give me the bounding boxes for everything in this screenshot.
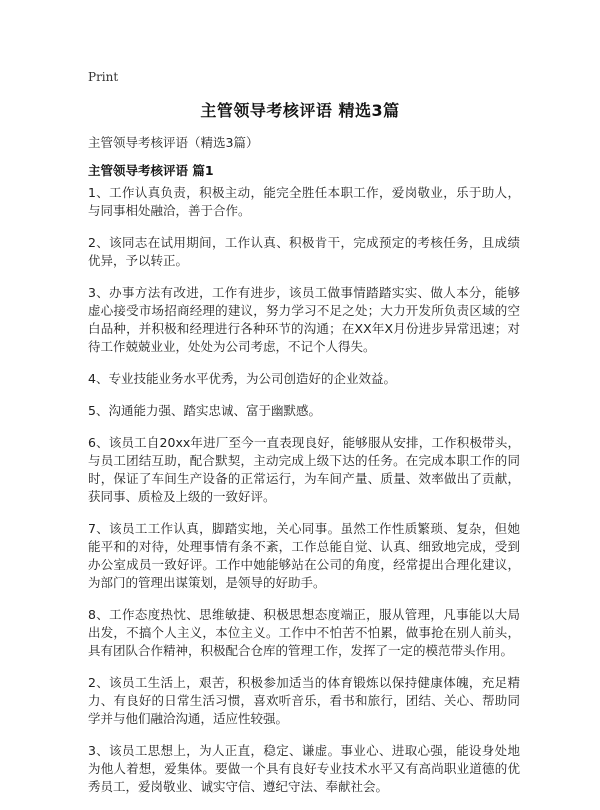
paragraph-10: 3、该员工思想上，为人正直，稳定、谦虚。事业心、进取心强，能设身处地为他人着想，爱集体。要做一个具有良好专业技术水平又有高尚职业道德的优秀员工，爱岗敬业、诚实守信、遵纪守法、奉献社会。 [88, 743, 520, 794]
print-link[interactable]: Print [88, 70, 119, 84]
paragraph-1: 1、工作认真负责，积极主动，能完全胜任本职工作，爱岗敬业，乐于助人，与同事相处融洽，善于合作。 [88, 185, 520, 218]
document-body [88, 184, 520, 810]
section-heading: 主管领导考核评语 篇1 [88, 163, 214, 178]
paragraph-6: 6、该员工自20xx年进厂至今一直表现良好，能够服从安排，工作积极带头，与员工团结互助，配合默契，主动完成上级下达的任务。在完成本职工作的同时，保证了车间生产设备的正常运行，为车间产量、质量、效率做出了贡献，获同事、质检及上级的一致好评。 [88, 435, 520, 504]
paragraph-3: 3、办事方法有改进，工作有进步，该员工做事情踏踏实实、做人本分，能够虚心接受市场招商经理的建议，努力学习不足之处；大力开发所负责区域的空白品种，并积极和经理进行各种环节的沟通；在XX年X月份进步异常迅速；对待工作兢兢业业，处处为公司考虑，不记个人得失。 [88, 285, 520, 354]
paragraph-8: 8、工作态度热忱、思维敏捷、积极思想态度端正，服从管理，凡事能以大局出发，不搞个人主义，本位主义。工作中不怕苦不怕累，做事抢在别人前头，具有团队合作精神，积极配合仓库的管理工作，发挥了一定的模范带头作用。 [88, 607, 520, 658]
paragraph-2: 2、该同志在试用期间，工作认真、积极肯干，完成预定的考核任务，且成绩优异，予以转正。 [88, 235, 520, 268]
paragraph-4: 4、专业技能业务水平优秀，为公司创造好的企业效益。 [88, 371, 396, 386]
paragraph-9: 2、该员工生活上，艰苦，积极参加适当的体育锻炼以保持健康体魄，充足精力、有良好的日常生活习惯，喜欢听音乐，看书和旅行，团结、关心、帮助同学并与他们融洽沟通，适应性较强。 [88, 675, 520, 726]
paragraph-5: 5、沟通能力强、踏实忠诚、富于幽默感。 [88, 403, 321, 418]
paragraph-7: 7、该员工工作认真，脚踏实地，关心同事。虽然工作性质繁琐、复杂，但她能平和的对待，处理事情有条不紊，工作总能自觉、认真、细致地完成，受到办公室成员一致好评。工作中她能够站在公司的角度，经常提出合理化建议，为部门的管理出谋策划，是领导的好助手。 [88, 521, 520, 590]
document-subtitle: 主管领导考核评语（精选3篇） [88, 135, 259, 150]
document-title: 主管领导考核评语 精选3篇 [200, 101, 400, 120]
